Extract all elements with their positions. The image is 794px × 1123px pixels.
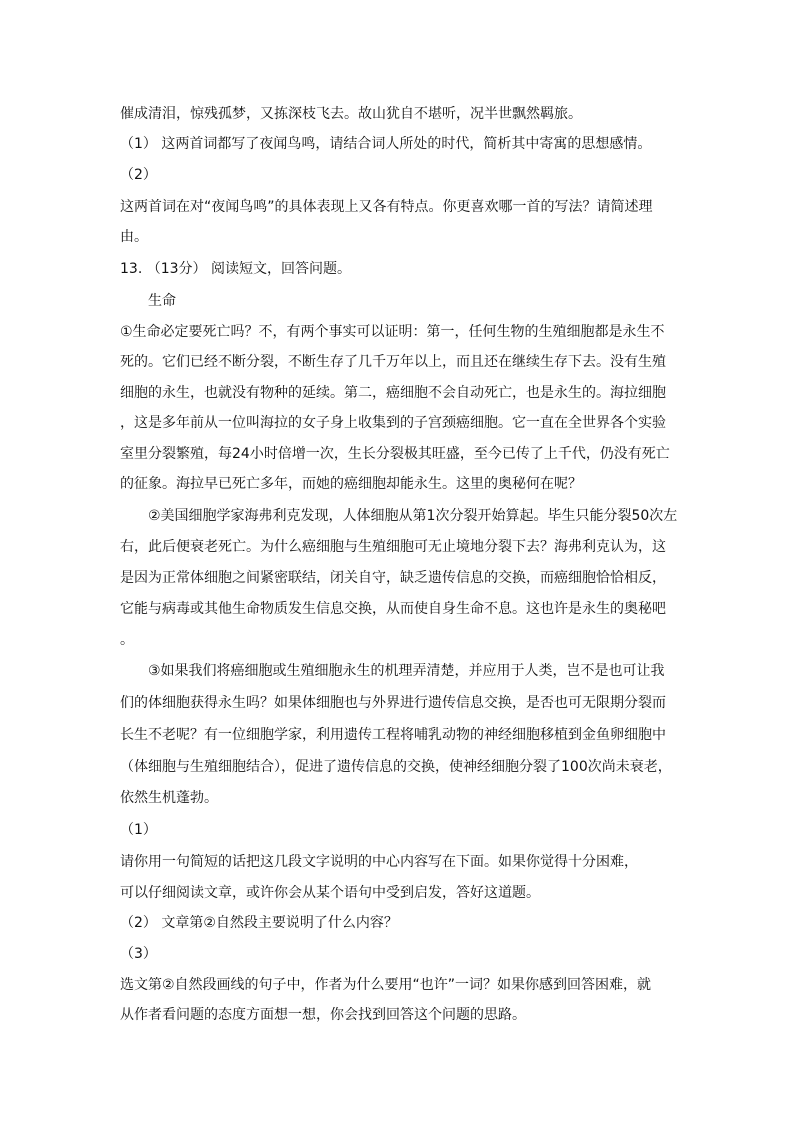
essay-p1-line: 的征象。海拉早已死亡多年，而她的癌细胞却能永生。这里的奥秘何在呢？	[120, 476, 582, 492]
essay-p1-line: 细胞的永生，也就没有物种的延续。第二，癌细胞不会自动死亡，也是永生的。海拉细胞	[120, 385, 666, 401]
essay-p2-line: 是因为正常体细胞之间紧密联结，闭关自守，缺乏遗传信息的交换，而癌细胞恰恰相反，	[120, 570, 666, 586]
essay-title: 生命	[148, 293, 176, 309]
q13-sub2: （2） 文章第②自然段主要说明了什么内容？	[120, 915, 398, 931]
q13-sub3-line2: 从作者看问题的态度方面想一想，你会找到回答这个问题的思路。	[120, 1007, 526, 1023]
essay-p3-line: 长生不老呢？有一位细胞学家，利用遗传工程将哺乳动物的神经细胞移植到金鱼卵细胞中	[120, 727, 666, 743]
essay-p2-line: 。	[120, 632, 134, 648]
essay-p3-line: 依然生机蓬勃。	[120, 790, 218, 806]
q13-sub1-line1: 请你用一句简短的话把这几段文字说明的中心内容写在下面。如果你觉得十分困难，	[120, 854, 638, 870]
q13-sub3-line1: 选文第②自然段画线的句子中，作者为什么要用“也许”一词？如果你感到回答困难，就	[120, 977, 652, 993]
essay-p2-line: ②美国细胞学家海弗利克发现，人体细胞从第1次分裂开始算起。毕生只能分裂50次左	[148, 508, 678, 524]
q12-sub1: （1） 这两首词都写了夜闻鸟鸣，请结合词人所处的时代，简析其中寄寓的思想感情。	[120, 136, 652, 152]
q12-sub2-line2: 由。	[120, 229, 148, 245]
essay-p2-line: 右，此后便衰老死亡。为什么癌细胞与生殖细胞可无止境地分裂下去？海弗利克认为，这	[120, 539, 666, 555]
essay-p1-line: ①生命必定要死亡吗？不，有两个事实可以证明：第一，任何生物的生殖细胞都是永生不	[120, 324, 665, 340]
q12-sub2-number: （2）	[120, 167, 157, 183]
q13-header: 13. （13分） 阅读短文，回答问题。	[120, 261, 351, 277]
essay-p3-line: （体细胞与生殖细胞结合），促进了遗传信息的交换，使神经细胞分裂了100次尚未衰老，	[120, 759, 672, 775]
q13-sub3-number: （3）	[120, 946, 157, 962]
essay-p1-line: ，这是多年前从一位叫海拉的女子身上收集到的子宫颈癌细胞。它一直在全世界各个实验	[120, 415, 666, 431]
essay-p3-line: 们的体细胞获得永生吗？如果体细胞也与外界进行遗传信息交换，是否也可无限期分裂而	[120, 695, 666, 711]
essay-p1-line: 死的。它们已经不断分裂，不断生存了几千万年以上，而且还在继续生存下去。没有生殖	[120, 354, 666, 370]
essay-p2-line: 它能与病毒或其他生命物质发生信息交换，从而使自身生命不息。这也许是永生的奥秘吧	[120, 601, 666, 617]
q13-sub1-number: （1）	[120, 822, 157, 838]
q12-sub2-line1: 这两首词在对“夜闻鸟鸣”的具体表现上又各有特点。你更喜欢哪一首的写法？请简述理	[120, 199, 653, 215]
essay-p1-line: 室里分裂繁殖，每24小时倍增一次，生长分裂极其旺盛，至今已传了上千代，仍没有死亡	[120, 446, 670, 462]
q13-sub1-line2: 可以仔细阅读文章，或许你会从某个语句中受到启发，答好这道题。	[120, 885, 540, 901]
essay-p3-line: ③如果我们将癌细胞或生殖细胞永生的机理弄清楚，并应用于人类，岂不是也可让我	[148, 663, 665, 679]
poem-last-line: 催成清泪，惊残孤梦，又拣深枝飞去。故山犹自不堪听，况半世飘然羁旅。	[120, 106, 582, 122]
